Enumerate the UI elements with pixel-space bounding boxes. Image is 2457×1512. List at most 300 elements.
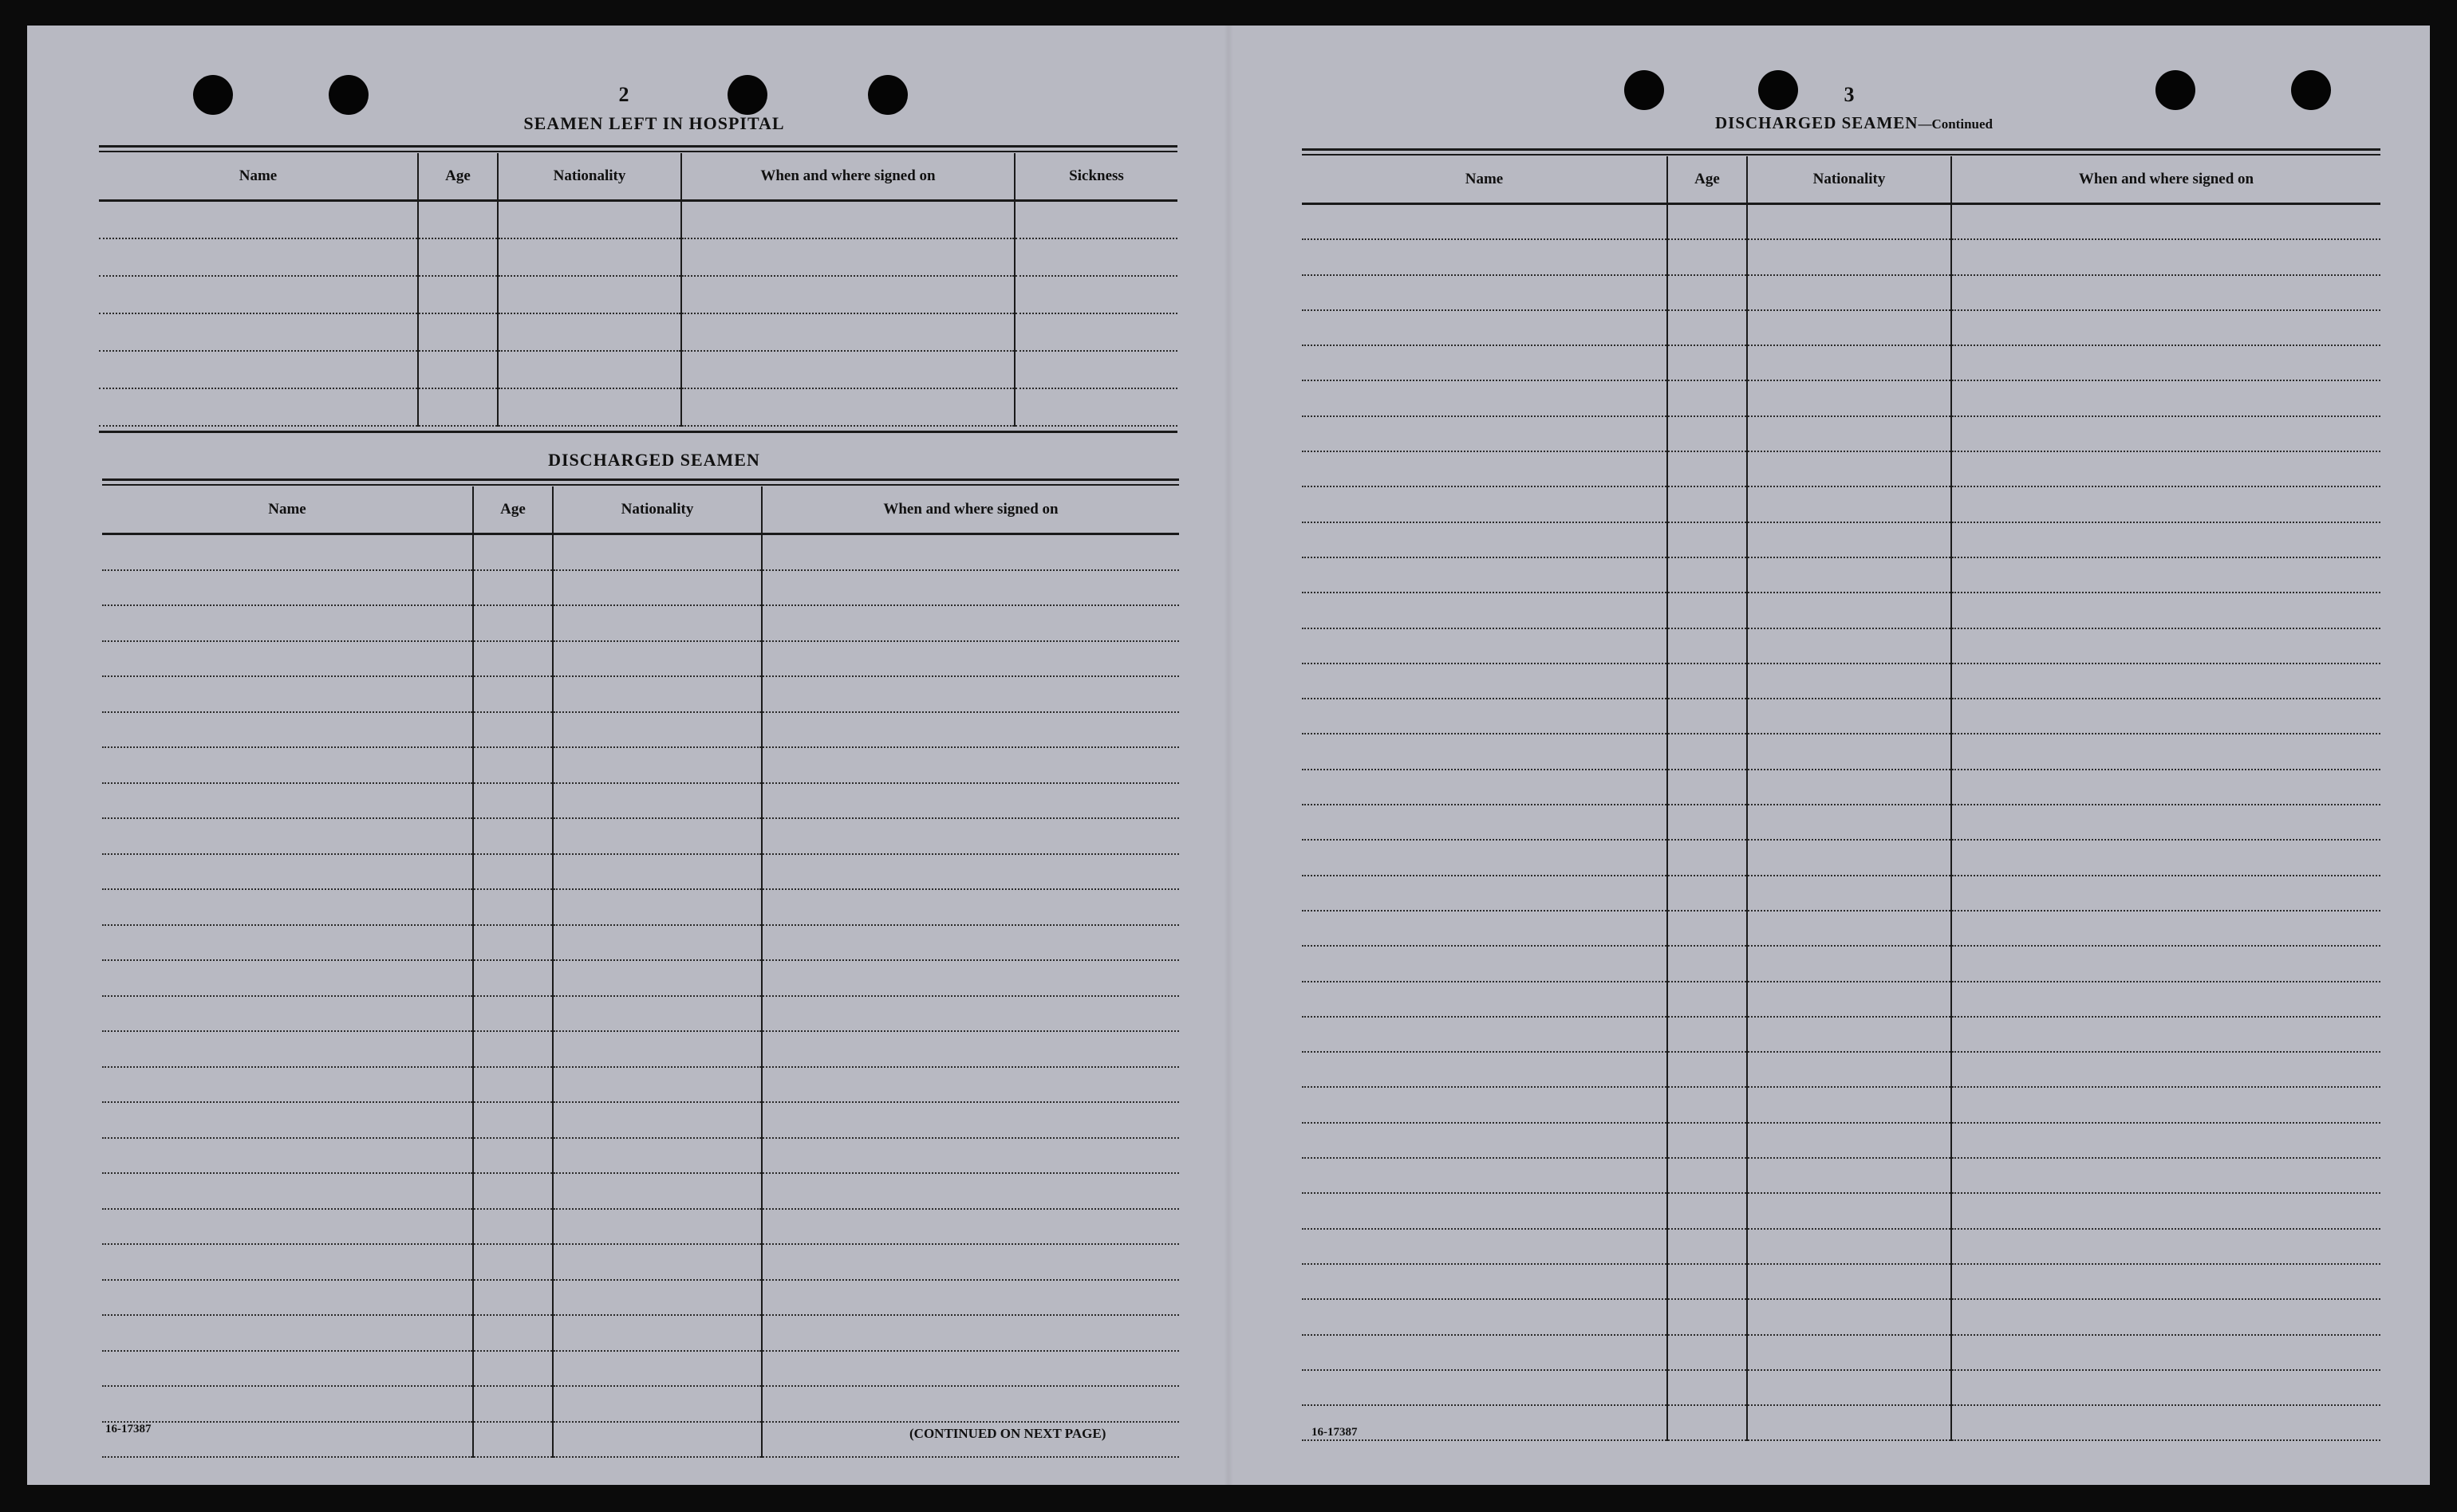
blank-entry-cell [1747, 1158, 1951, 1193]
blank-entry-cell [762, 605, 1179, 641]
discharged-right-column-header: Nationality [1747, 156, 1951, 204]
blank-entry-cell [1951, 1405, 2380, 1440]
blank-entry-cell [1667, 805, 1747, 840]
punch-hole [868, 75, 908, 115]
punch-hole [1624, 70, 1664, 110]
blank-entry-cell [473, 534, 553, 570]
blank-entry-cell [553, 1351, 762, 1387]
continued-note: (CONTINUED ON NEXT PAGE) [909, 1426, 1106, 1441]
table-row [1302, 380, 2380, 415]
blank-entry-cell [1302, 416, 1667, 451]
blank-entry-cell [762, 712, 1179, 748]
document-scan [27, 26, 2430, 1485]
table-row [1302, 628, 2380, 663]
blank-entry-cell [418, 388, 498, 426]
blank-entry-cell [1747, 557, 1951, 593]
blank-entry-cell [553, 854, 762, 890]
table-row [1302, 1229, 2380, 1264]
blank-entry-cell [553, 570, 762, 606]
blank-entry-cell [553, 996, 762, 1032]
blank-entry-cell [1747, 1017, 1951, 1052]
right-page-number: 3 [1844, 83, 1855, 106]
blank-entry-cell [1951, 876, 2380, 911]
blank-entry-cell [99, 276, 418, 313]
table-row [1302, 1123, 2380, 1158]
blank-entry-cell [1951, 204, 2380, 240]
table-row [102, 783, 1179, 819]
blank-entry-cell [1667, 1087, 1747, 1122]
blank-entry-cell [1667, 911, 1747, 946]
blank-entry-cell [1951, 911, 2380, 946]
blank-entry-cell [1302, 239, 1667, 274]
blank-entry-cell [473, 747, 553, 783]
blank-entry-cell [473, 1102, 553, 1138]
blank-entry-cell [553, 676, 762, 712]
discharged-top-rule [102, 478, 1179, 486]
blank-entry-cell [1302, 734, 1667, 769]
hospital-column-header: Name [99, 153, 418, 201]
blank-entry-cell [1951, 275, 2380, 310]
blank-entry-cell [1747, 593, 1951, 628]
blank-entry-cell [1951, 593, 2380, 628]
blank-entry-cell [498, 313, 681, 351]
blank-entry-cell [553, 712, 762, 748]
blank-entry-cell [1015, 201, 1177, 239]
table-row [1302, 1052, 2380, 1087]
table-row [1302, 1370, 2380, 1405]
blank-entry-cell [1951, 1017, 2380, 1052]
punch-hole [728, 75, 767, 115]
blank-entry-cell [1302, 1193, 1667, 1228]
blank-entry-cell [1747, 1087, 1951, 1122]
blank-entry-cell [1015, 238, 1177, 276]
blank-entry-cell [102, 960, 473, 996]
table-row [102, 605, 1179, 641]
blank-entry-cell [1667, 840, 1747, 875]
blank-entry-cell [1747, 628, 1951, 663]
blank-entry-cell [553, 1067, 762, 1103]
blank-entry-cell [102, 712, 473, 748]
blank-entry-cell [1302, 204, 1667, 240]
table-row [1302, 734, 2380, 769]
blank-entry-cell [1747, 663, 1951, 699]
blank-entry-cell [553, 1315, 762, 1351]
blank-entry-cell [1302, 380, 1667, 415]
blank-entry-cell [553, 1102, 762, 1138]
blank-entry-cell [102, 1315, 473, 1351]
discharged-right-column-header: When and where signed on [1951, 156, 2380, 204]
blank-entry-cell [1667, 1405, 1747, 1440]
blank-entry-cell [1667, 275, 1747, 310]
blank-entry-cell [418, 313, 498, 351]
table-row [1302, 1158, 2380, 1193]
blank-entry-cell [762, 818, 1179, 854]
blank-entry-cell [762, 996, 1179, 1032]
table-row [99, 388, 1177, 426]
blank-entry-cell [553, 783, 762, 819]
blank-entry-cell [1747, 486, 1951, 522]
blank-entry-cell [1667, 1017, 1747, 1052]
blank-entry-cell [762, 1138, 1179, 1174]
blank-entry-cell [1747, 345, 1951, 380]
blank-entry-cell [473, 996, 553, 1032]
blank-entry-cell [681, 351, 1015, 388]
blank-entry-cell [102, 1209, 473, 1245]
table-row [102, 676, 1179, 712]
blank-entry-cell [762, 1244, 1179, 1280]
blank-entry-cell [1667, 1123, 1747, 1158]
blank-entry-cell [553, 605, 762, 641]
blank-entry-cell [1302, 522, 1667, 557]
blank-entry-cell [473, 1031, 553, 1067]
right-form-number: 16-17387 [1311, 1426, 1358, 1439]
blank-entry-cell [1951, 1052, 2380, 1087]
left-page-number: 2 [618, 83, 629, 106]
table-row [102, 712, 1179, 748]
blank-entry-cell [102, 1031, 473, 1067]
blank-entry-cell [1667, 628, 1747, 663]
blank-entry-cell [102, 1102, 473, 1138]
blank-entry-cell [1302, 1264, 1667, 1299]
discharged-left-column-header: Name [102, 486, 473, 534]
table-row [1302, 345, 2380, 380]
blank-entry-cell [762, 570, 1179, 606]
blank-entry-cell [102, 1422, 473, 1458]
blank-entry-cell [1951, 1123, 2380, 1158]
blank-entry-cell [102, 1138, 473, 1174]
discharged-continued-title-suffix: —Continued [1918, 116, 1993, 132]
blank-entry-cell [762, 960, 1179, 996]
blank-entry-cell [1951, 805, 2380, 840]
blank-entry-cell [1951, 1264, 2380, 1299]
blank-entry-cell [1302, 699, 1667, 734]
table-row [99, 313, 1177, 351]
blank-entry-cell [762, 1386, 1179, 1422]
blank-entry-cell [1747, 876, 1951, 911]
blank-entry-cell [1747, 1123, 1951, 1158]
blank-entry-cell [473, 925, 553, 961]
blank-entry-cell [553, 534, 762, 570]
blank-entry-cell [1747, 840, 1951, 875]
blank-entry-cell [473, 1244, 553, 1280]
blank-entry-cell [498, 201, 681, 239]
table-row [102, 570, 1179, 606]
blank-entry-cell [473, 889, 553, 925]
blank-entry-cell [1667, 345, 1747, 380]
table-row [1302, 911, 2380, 946]
table-row [1302, 1087, 2380, 1122]
blank-entry-cell [1667, 1158, 1747, 1193]
blank-entry-cell [1951, 345, 2380, 380]
blank-entry-cell [1302, 1052, 1667, 1087]
blank-entry-cell [762, 1031, 1179, 1067]
blank-entry-cell [1302, 876, 1667, 911]
blank-entry-cell [762, 854, 1179, 890]
blank-entry-cell [102, 570, 473, 606]
blank-entry-cell [681, 238, 1015, 276]
blank-entry-cell [1951, 451, 2380, 486]
blank-entry-cell [1667, 380, 1747, 415]
blank-entry-cell [1747, 522, 1951, 557]
table-row [102, 1173, 1179, 1209]
blank-entry-cell [102, 1067, 473, 1103]
blank-entry-cell [1747, 1370, 1951, 1405]
table-row [99, 276, 1177, 313]
blank-entry-cell [681, 201, 1015, 239]
blank-entry-cell [1667, 946, 1747, 981]
blank-entry-cell [102, 1386, 473, 1422]
blank-entry-cell [1747, 1405, 1951, 1440]
blank-entry-cell [1302, 1087, 1667, 1122]
blank-entry-cell [1951, 380, 2380, 415]
blank-entry-cell [99, 238, 418, 276]
punch-hole [193, 75, 233, 115]
table-row [1302, 1335, 2380, 1370]
blank-entry-cell [1747, 416, 1951, 451]
blank-entry-cell [102, 1351, 473, 1387]
blank-entry-cell [99, 201, 418, 239]
table-row [1302, 876, 2380, 911]
blank-entry-cell [418, 276, 498, 313]
table-row [1302, 1017, 2380, 1052]
blank-entry-cell [1951, 239, 2380, 274]
table-row [102, 1386, 1179, 1422]
blank-entry-cell [681, 313, 1015, 351]
table-row [1302, 522, 2380, 557]
blank-entry-cell [553, 889, 762, 925]
blank-entry-cell [553, 747, 762, 783]
table-row [1302, 840, 2380, 875]
discharged-table-right [1302, 156, 2380, 1441]
table-row [99, 238, 1177, 276]
blank-entry-cell [1667, 734, 1747, 769]
discharged-left-column-header: When and where signed on [762, 486, 1179, 534]
blank-entry-cell [553, 960, 762, 996]
hospital-column-header: Age [418, 153, 498, 201]
blank-entry-cell [99, 351, 418, 388]
blank-entry-cell [1302, 275, 1667, 310]
blank-entry-cell [1667, 557, 1747, 593]
table-row [1302, 486, 2380, 522]
blank-entry-cell [1302, 310, 1667, 345]
blank-entry-cell [553, 1031, 762, 1067]
blank-entry-cell [1747, 204, 1951, 240]
blank-entry-cell [1747, 1052, 1951, 1087]
blank-entry-cell [1302, 911, 1667, 946]
blank-entry-cell [1302, 628, 1667, 663]
blank-entry-cell [1667, 876, 1747, 911]
blank-entry-cell [102, 783, 473, 819]
blank-entry-cell [553, 1280, 762, 1316]
blank-entry-cell [762, 747, 1179, 783]
punch-hole [1758, 70, 1798, 110]
blank-entry-cell [1302, 451, 1667, 486]
blank-entry-cell [1951, 486, 2380, 522]
table-row [1302, 557, 2380, 593]
blank-entry-cell [1302, 345, 1667, 380]
blank-entry-cell [553, 1138, 762, 1174]
blank-entry-cell [1667, 593, 1747, 628]
table-row [99, 201, 1177, 239]
blank-entry-cell [553, 1209, 762, 1245]
discharged-right-column-header: Name [1302, 156, 1667, 204]
blank-entry-cell [1667, 486, 1747, 522]
blank-entry-cell [1015, 388, 1177, 426]
table-row [1302, 416, 2380, 451]
blank-entry-cell [762, 783, 1179, 819]
blank-entry-cell [1302, 805, 1667, 840]
blank-entry-cell [1951, 310, 2380, 345]
blank-entry-cell [762, 676, 1179, 712]
blank-entry-cell [1015, 313, 1177, 351]
blank-entry-cell [102, 534, 473, 570]
table-row [102, 1280, 1179, 1316]
blank-entry-cell [473, 570, 553, 606]
blank-entry-cell [1951, 734, 2380, 769]
table-row [1302, 1193, 2380, 1228]
blank-entry-cell [1667, 522, 1747, 557]
table-row [1302, 239, 2380, 274]
table-row [102, 996, 1179, 1032]
blank-entry-cell [1302, 1017, 1667, 1052]
blank-entry-cell [473, 641, 553, 677]
blank-entry-cell [1667, 451, 1747, 486]
table-row [1302, 1264, 2380, 1299]
hospital-section-title: SEAMEN LEFT IN HOSPITAL [523, 113, 785, 133]
table-row [102, 1031, 1179, 1067]
blank-entry-cell [473, 1067, 553, 1103]
blank-entry-cell [1667, 239, 1747, 274]
blank-entry-cell [762, 641, 1179, 677]
blank-entry-cell [1667, 1370, 1747, 1405]
blank-entry-cell [1667, 770, 1747, 805]
blank-entry-cell [1302, 486, 1667, 522]
blank-entry-cell [473, 818, 553, 854]
blank-entry-cell [1302, 663, 1667, 699]
blank-entry-cell [1951, 628, 2380, 663]
blank-entry-cell [553, 1244, 762, 1280]
blank-entry-cell [418, 201, 498, 239]
blank-entry-cell [1747, 911, 1951, 946]
blank-entry-cell [1302, 593, 1667, 628]
blank-entry-cell [762, 1173, 1179, 1209]
table-row [102, 1102, 1179, 1138]
blank-entry-cell [1667, 1193, 1747, 1228]
blank-entry-cell [473, 1422, 553, 1458]
blank-entry-cell [1302, 1335, 1667, 1370]
blank-entry-cell [102, 747, 473, 783]
table-row [102, 889, 1179, 925]
blank-entry-cell [1951, 1087, 2380, 1122]
blank-entry-cell [473, 1209, 553, 1245]
hospital-top-rule [99, 145, 1177, 152]
table-row [102, 1067, 1179, 1103]
blank-entry-cell [473, 783, 553, 819]
blank-entry-cell [1747, 734, 1951, 769]
table-row [102, 960, 1179, 996]
blank-entry-cell [473, 676, 553, 712]
blank-entry-cell [498, 238, 681, 276]
punch-hole [329, 75, 369, 115]
table-row [102, 1315, 1179, 1351]
blank-entry-cell [1747, 451, 1951, 486]
table-row [1302, 1405, 2380, 1440]
table-row [102, 534, 1179, 570]
blank-entry-cell [102, 1244, 473, 1280]
blank-entry-cell [762, 1351, 1179, 1387]
blank-entry-cell [1747, 699, 1951, 734]
blank-entry-cell [102, 889, 473, 925]
blank-entry-cell [473, 1315, 553, 1351]
blank-entry-cell [553, 1422, 762, 1458]
discharged-left-column-header: Nationality [553, 486, 762, 534]
blank-entry-cell [1951, 1370, 2380, 1405]
blank-entry-cell [498, 388, 681, 426]
blank-entry-cell [473, 1280, 553, 1316]
table-row [102, 854, 1179, 890]
blank-entry-cell [498, 276, 681, 313]
blank-entry-cell [762, 1102, 1179, 1138]
blank-entry-cell [102, 1280, 473, 1316]
blank-entry-cell [418, 238, 498, 276]
blank-entry-cell [1951, 840, 2380, 875]
blank-entry-cell [762, 925, 1179, 961]
blank-entry-cell [681, 276, 1015, 313]
table-row [102, 1138, 1179, 1174]
hospital-column-header: Sickness [1015, 153, 1177, 201]
hospital-column-header: Nationality [498, 153, 681, 201]
blank-entry-cell [762, 1209, 1179, 1245]
table-row [102, 818, 1179, 854]
left-form-number: 16-17387 [105, 1423, 152, 1435]
blank-entry-cell [762, 889, 1179, 925]
blank-entry-cell [1747, 805, 1951, 840]
blank-entry-cell [1667, 699, 1747, 734]
table-row [1302, 699, 2380, 734]
discharged-left-column-header: Age [473, 486, 553, 534]
blank-entry-cell [473, 854, 553, 890]
blank-entry-cell [1667, 663, 1747, 699]
blank-entry-cell [1302, 770, 1667, 805]
blank-entry-cell [1951, 699, 2380, 734]
blank-entry-cell [1302, 1158, 1667, 1193]
table-row [1302, 310, 2380, 345]
blank-entry-cell [1747, 770, 1951, 805]
blank-entry-cell [1951, 982, 2380, 1017]
blank-entry-cell [1951, 522, 2380, 557]
blank-entry-cell [473, 1386, 553, 1422]
blank-entry-cell [1667, 1264, 1747, 1299]
blank-entry-cell [1667, 1052, 1747, 1087]
blank-entry-cell [1302, 1299, 1667, 1334]
table-row [1302, 946, 2380, 981]
blank-entry-cell [681, 388, 1015, 426]
blank-entry-cell [418, 351, 498, 388]
blank-entry-cell [1747, 239, 1951, 274]
blank-entry-cell [102, 996, 473, 1032]
blank-entry-cell [1951, 557, 2380, 593]
blank-entry-cell [1302, 557, 1667, 593]
blank-entry-cell [1747, 982, 1951, 1017]
blank-entry-cell [473, 1173, 553, 1209]
blank-entry-cell [1951, 1229, 2380, 1264]
blank-entry-cell [102, 1173, 473, 1209]
blank-entry-cell [762, 1067, 1179, 1103]
blank-entry-cell [1302, 1123, 1667, 1158]
blank-entry-cell [1015, 276, 1177, 313]
table-row [1302, 275, 2380, 310]
table-row [102, 747, 1179, 783]
